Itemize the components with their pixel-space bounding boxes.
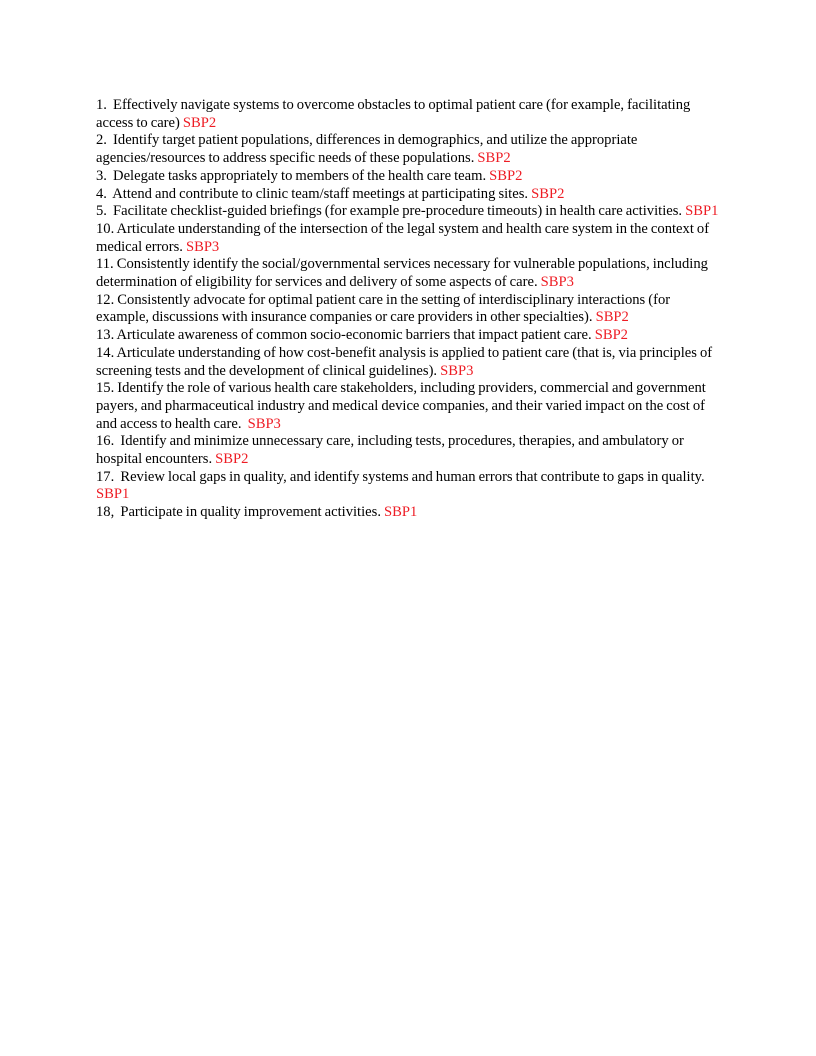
list-item (96, 380, 720, 433)
item-text: 18, Participate in quality improvement activities. (96, 504, 385, 521)
item-text: 5. Facilitate checklist-guided briefings (for example pre-procedure timeouts) in health care activities. (96, 203, 686, 220)
item-text: 13. Articulate awareness of common socio-economic barriers that impact patient care. (96, 327, 595, 344)
competency-code: SBP3 (185, 238, 220, 255)
list-item (96, 203, 720, 221)
competency-list (96, 97, 720, 522)
list-item (96, 433, 720, 468)
list-item (96, 186, 720, 204)
item-text: 17. Review local gaps in quality, and identify systems and human errors that contribute to gaps in quality. (96, 468, 708, 485)
item-text: 1. Effectively navigate systems to overcome obstacles to optimal patient care (for example, facilitating access to care) (96, 97, 694, 131)
item-text: 11. Consistently identify the social/governmental services necessary for vulnerable populations, including determination of eligibility for services and delivery of some aspects of care. (96, 256, 711, 291)
list-item (96, 221, 720, 256)
competency-code: SBP3 (247, 415, 281, 432)
competency-code: SBP3 (440, 362, 474, 379)
list-item (96, 469, 720, 504)
competency-code: SBP2 (489, 167, 523, 184)
list-item (96, 345, 720, 380)
item-text: 16. Identify and minimize unnecessary care, including tests, procedures, therapies, and ambulatory or hospital encounters. (96, 433, 687, 468)
list-item (96, 256, 720, 291)
list-item (96, 132, 720, 167)
competency-code: SBP2 (182, 114, 217, 131)
item-text: 14. Articulate understanding of how cost-benefit analysis is applied to patient care (that is, via principles of screening tests and the development of clinical guidelines). (96, 344, 716, 379)
list-item (96, 292, 720, 327)
item-text: 2. Identify target patient populations, differences in demographics, and utilize the appropriate agencies/resources to address specific needs of these populations. (96, 132, 641, 167)
item-text: 15. Identify the role of various health care stakeholders, including providers, commercial and government payers, and pharmaceutical industry and medical device companies, and their varied impact on the cost of and access to health care. (96, 380, 709, 432)
list-item (96, 97, 720, 132)
list-item (96, 168, 720, 186)
competency-code: SBP2 (595, 309, 629, 326)
competency-code: SBP2 (594, 327, 628, 344)
competency-code: SBP1 (96, 486, 130, 503)
competency-code: SBP1 (384, 504, 418, 521)
competency-code: SBP2 (477, 150, 511, 167)
list-item (96, 327, 720, 345)
list-item (96, 504, 720, 522)
competency-code: SBP2 (531, 185, 565, 202)
competency-code: SBP2 (215, 451, 249, 468)
item-text: 3. Delegate tasks appropriately to members of the health care team. (96, 167, 490, 184)
competency-code: SBP1 (685, 203, 719, 220)
item-text: 12. Consistently advocate for optimal patient care in the setting of interdisciplinary interactions (for example, discussions with insurance companies or care providers in other specialties). (96, 291, 674, 326)
item-text: 4. Attend and contribute to clinic team/staff meetings at participating sites. (96, 185, 532, 202)
competency-code: SBP3 (540, 274, 574, 291)
item-text: 10. Articulate understanding of the intersection of the legal system and health care system in the context of medical errors. (96, 220, 713, 255)
